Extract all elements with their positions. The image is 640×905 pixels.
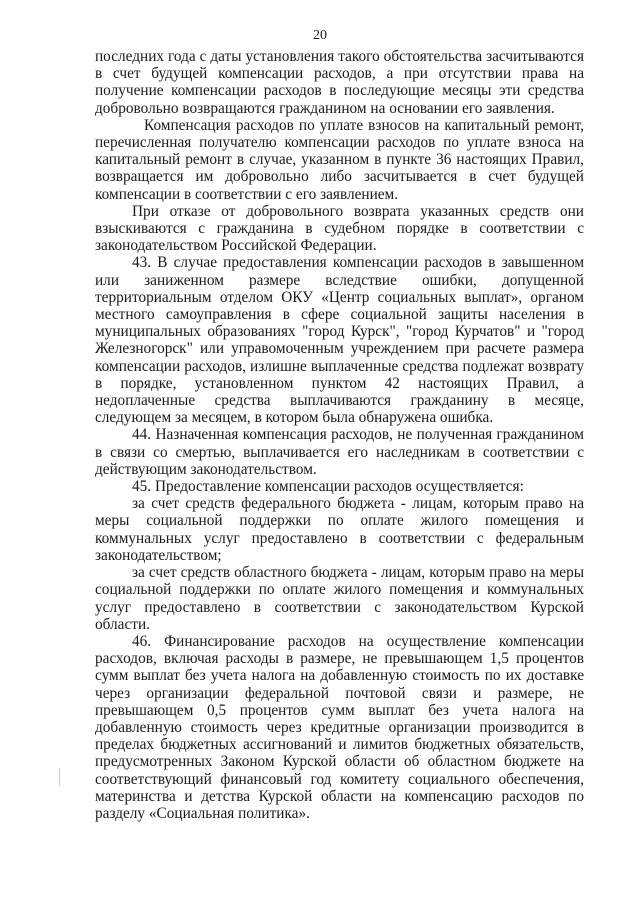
paragraph-judicial-recovery: При отказе от добровольного возврата указанных средств они взыскиваются с гражданина в судебном порядке в соответствии с законодательством Российской Федерации.	[95, 202, 584, 255]
page-number: 20	[313, 28, 327, 43]
scan-edge-mark	[59, 768, 60, 786]
paragraph-item-46: 46. Финансирование расходов на осуществление компенсации расходов, включая расходы в размере, не превышающем 1,5 процентов сумм выплат без учета налога на добавленную стоимость по их доставке через организации федеральной почтовой связи и размере, не превышающем 0,5 процентов сумм выплат без учета налога на добавленную стоимость через кредитные организации производится в пределах бюджетных ассигнований и лимитов бюджетных обязательств, предусмотренных Законом Курской области об областном бюджете на соответствующий финансовый год комитету социального обеспечения, материнства и детства Курской области на компенсацию расходов по разделу «Социальная политика».	[95, 632, 584, 822]
paragraph-continuation: последних года с даты установления такого обстоятельства засчитываются в счет будущей компенсации расходов, а при отсутствии права на получение компенсации расходов в последующие месяцы эти средства добровольно возвращаются гражданином на основании его заявления.	[95, 48, 584, 117]
document-body	[95, 48, 584, 822]
paragraph-item-43: 43. В случае предоставления компенсации расходов в завышенном или заниженном размере вследствие ошибки, допущенной территориальным отделом ОКУ «Центр социальных выплат», органом местного самоуправления в сфере социальной защиты населения в муниципальных образованиях "город Курск", "город Курчатов" и "город Железногорск" или управомоченным учреждением при расчете размера компенсации расходов, излишне выплаченные средства подлежат возврату в порядке, установленном пунктом 42 настоящих Правил, а недоплаченные средства выплачиваются гражданину в месяце, следующем за месяцем, в котором была обнаружена ошибка.	[95, 254, 584, 427]
paragraph-item-45: 45. Предоставление компенсации расходов осуществляется:	[132, 478, 524, 496]
paragraph-regional-budget: за счет средств областного бюджета - лицам, которым право на меры социальной поддержки по оплате жилого помещения и коммунальных услуг предоставлено в соответствии с законодательством Курской области.	[95, 564, 584, 633]
paragraph-capital-repair-refund: Компенсация расходов по уплате взносов на капитальный ремонт, перечисленная получателю компенсации расходов по уплате взноса на капитальный ремонт в случае, указанном в пункте 36 настоящих Правил, возвращается им добровольно либо засчитывается в счет будущей компенсации в соответствии с его заявлением.	[95, 116, 584, 203]
paragraph-federal-budget: за счет средств федерального бюджета - лицам, которым право на меры социальной поддержки по оплате жилого помещения и коммунальных услуг предоставлено в соответствии с федеральным законодательством;	[95, 495, 584, 564]
paragraph-item-44: 44. Назначенная компенсация расходов, не полученная гражданином в связи со смертью, выплачивается его наследникам в соответствии с действующим законодательством.	[95, 426, 584, 478]
